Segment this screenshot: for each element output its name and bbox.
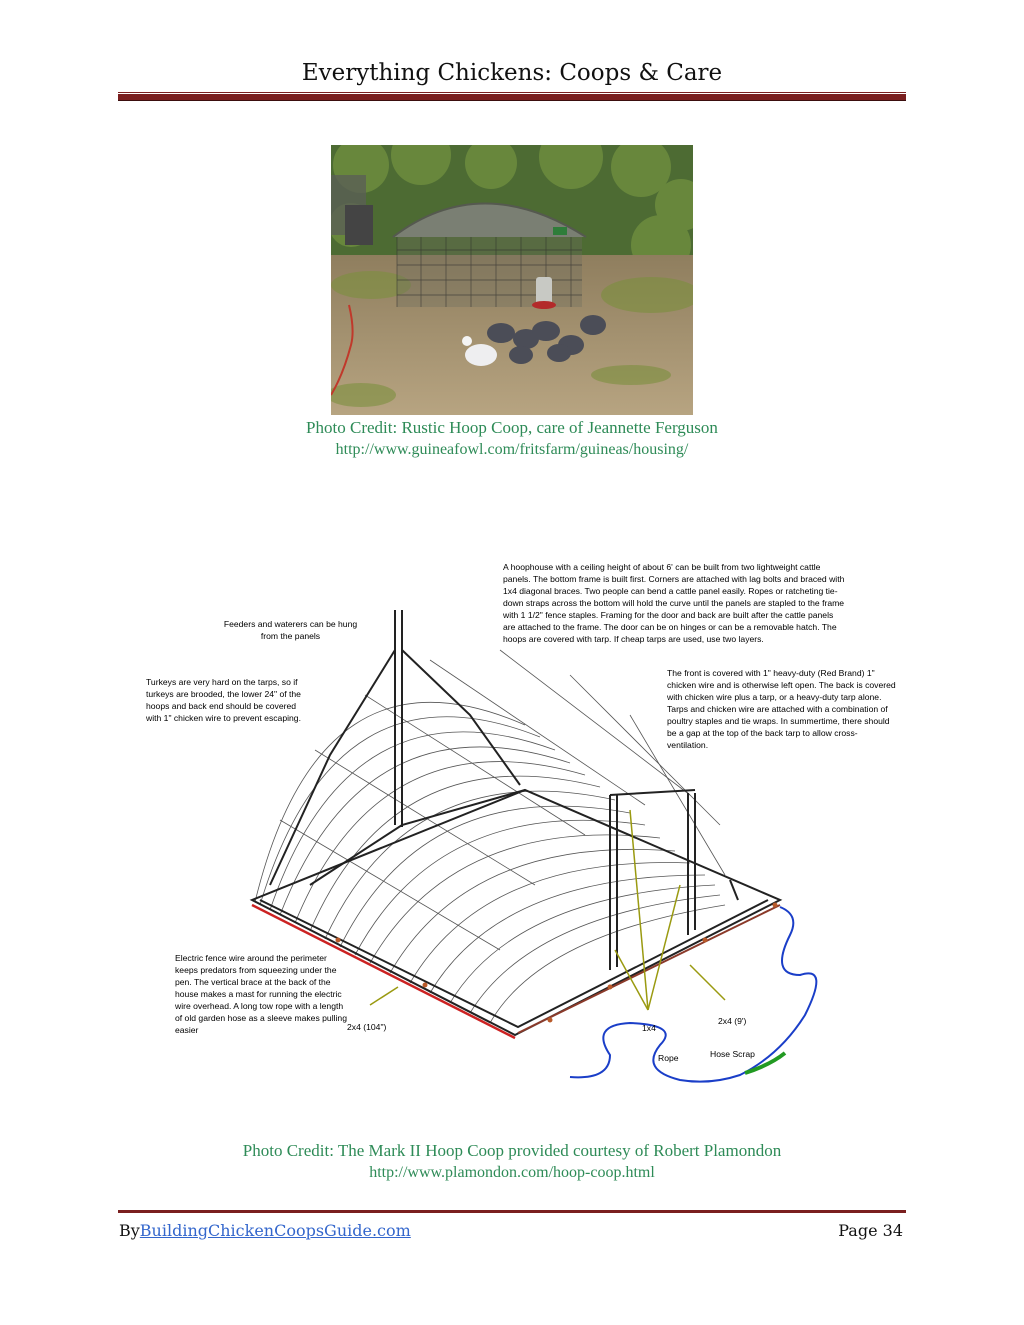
photo2-url[interactable]: http://www.plamondon.com/hoop-coop.html: [369, 1164, 655, 1181]
photo1-url[interactable]: http://www.guineafowl.com/fritsfarm/guineas/housing/: [335, 441, 689, 458]
photo1-credit: Photo Credit: Rustic Hoop Coop, care of Jeannette Ferguson: [306, 418, 718, 437]
hoop-coop-diagram: [140, 555, 900, 1095]
photo2-credit: Photo Credit: The Mark II Hoop Coop provided courtesy of Robert Plamondon: [242, 1141, 782, 1160]
footer-attribution: [119, 1221, 411, 1240]
footer-site-link[interactable]: BuildingChickenCoopsGuide.com: [139, 1221, 411, 1240]
header-rule: [118, 94, 906, 101]
label-1x4: 1x4: [642, 1023, 656, 1033]
note-turkeys: Turkeys are very hard on the tarps, so if turkeys are brooded, the lower 24" of the hoops and back end should be covered with 1" chicken wire to prevent escaping.: [146, 677, 301, 723]
note-electric-fence: Electric fence wire around the perimeter keeps predators from squeezing under the pen. The vertical brace at the back of the house makes a mast for running the electric wire overhead. A long tow rope with a length of old garden hose as a sleeve makes pulling easier: [175, 953, 347, 1035]
label-rope: Rope: [658, 1053, 679, 1063]
label-hose-scrap: Hose Scrap: [710, 1049, 755, 1059]
footer-by: By: [119, 1221, 140, 1240]
hoop-coop-photo: [331, 145, 693, 415]
note-feeders: Feeders and waterers can be hung from the panels: [223, 619, 358, 641]
header-rule-thin: [118, 92, 906, 93]
note-front-back: The front is covered with 1" heavy-duty (Red Brand) 1" chicken wire and is otherwise left open. The back is covered with chicken wire plus a tarp, or a heavy-duty tarp alone. Tarps and chicken wire are attached with a combination of poultry staples and tie wraps. In summertime, there should be a gap at the top of the back tarp to allow cross-ventilation.: [667, 668, 896, 750]
label-2x4-104: 2x4 (104"): [347, 1022, 387, 1032]
page-number: Page 34: [838, 1221, 903, 1240]
label-2x4-9: 2x4 (9'): [718, 1016, 747, 1026]
footer-rule: [118, 1210, 906, 1213]
note-hoophouse: A hoophouse with a ceiling height of about 6' can be built from two lightweight cattle panels. The bottom frame is built first. Corners are attached with lag bolts and braced with 1x4 diagonal braces. Two people can bend a cattle panel easily. Ropes or ratcheting tie-down straps across the bottom will hold the curve until the panels are stapled to the frame with 1 1/2" fence staples. Framing for the door and back are built after the cattle panels are attached to the frame. The door can be on hinges or can be a removable hatch. The hoops are covered with tarp. If cheap tarps are used, use two layers.: [503, 562, 845, 644]
page-header-title: Everything Chickens: Coops & Care: [301, 60, 723, 86]
